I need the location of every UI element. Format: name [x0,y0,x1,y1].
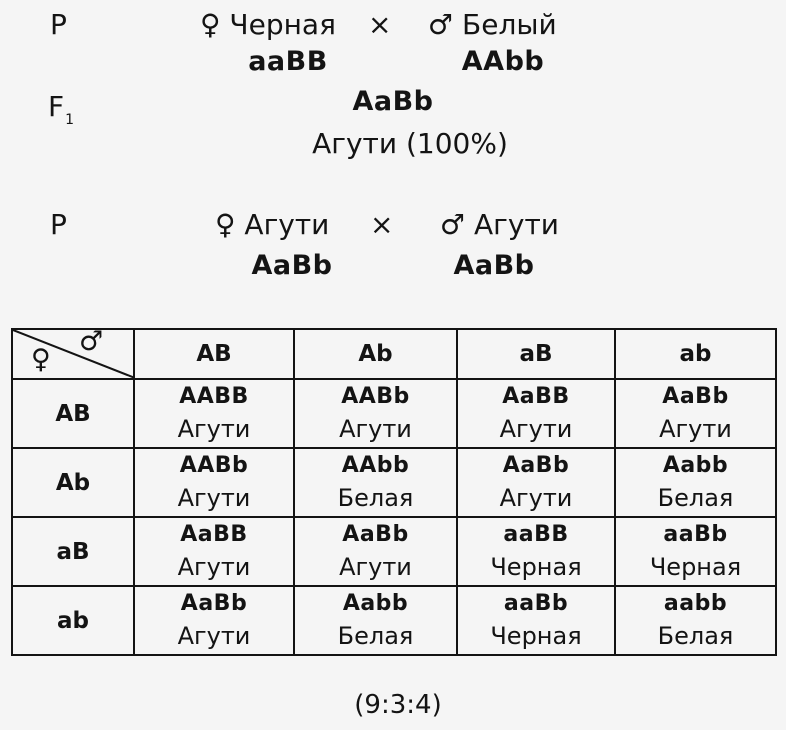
cell-genotype: AABb [179,452,249,478]
col-gamete-ab: ab [616,328,777,380]
male-genotype-1: AAbb [461,46,545,77]
cell-phenotype: Агути [339,552,412,581]
col-gamete-aB: aB [458,328,616,380]
cell-phenotype: Белая [337,621,414,650]
cell-phenotype: Агути [177,414,251,443]
corner-male-symbol: ♂ [79,326,104,357]
cell-phenotype: Агути [177,621,251,650]
punnett-header-row [11,328,777,380]
punnett-cell [295,587,458,656]
times-sign-1: × [368,8,392,41]
cell-genotype: AABb [341,383,410,409]
row-gamete-ab: ab [11,587,135,656]
cell-genotype: AaBb [662,383,729,409]
cell-phenotype: Агути [177,552,251,581]
punnett-cell [616,587,777,656]
punnett-square [11,328,777,656]
cell-genotype: Aabb [342,590,409,616]
cell-genotype: AaBB [180,521,248,547]
cell-phenotype: Агути [339,414,412,443]
times-sign-2: × [370,208,394,241]
female-genotype-2: AaBb [251,250,333,281]
punnett-row-AB [11,380,777,449]
cell-genotype: AAbb [341,452,410,478]
punnett-row-aB [11,518,777,587]
female-genotype-1: aaBB [248,46,328,77]
female-parent-1: ♀ Черная [200,8,336,41]
cell-genotype: aaBb [503,590,569,616]
f1-subscript: 1 [65,112,75,128]
male-parent-2: ♂ Агути [440,208,559,241]
punnett-cell [135,449,295,518]
punnett-cell [295,518,458,587]
punnett-row-Ab [11,449,777,518]
punnett-cell [295,449,458,518]
cell-genotype: AaBb [502,452,570,478]
male-genotype-2: AaBb [453,250,535,281]
punnett-cell [135,518,295,587]
cell-genotype: aabb [663,590,728,616]
col-gamete-AB: AB [135,328,295,380]
cell-genotype: AABB [179,383,249,409]
cell-genotype: AaBB [502,383,570,409]
row-gamete-aB: aB [11,518,135,587]
punnett-cell [458,587,616,656]
punnett-cell [616,449,777,518]
punnett-cell [135,587,295,656]
punnett-row-ab [11,587,777,656]
cell-phenotype: Агути [499,483,573,512]
cell-phenotype: Агути [499,414,573,443]
p-label-2: P [50,208,67,241]
f1-label: $F_1$ [48,90,75,128]
punnett-cell [135,380,295,449]
ratio-text: (9:3:4) [354,690,442,720]
cell-phenotype: Черная [649,552,742,581]
punnett-corner [11,328,135,380]
punnett-cell [458,518,616,587]
cell-phenotype: Черная [490,552,582,581]
cell-genotype: AaBb [342,521,409,547]
punnett-cell [616,380,777,449]
punnett-cell [458,380,616,449]
f1-genotype: AaBb [352,86,434,117]
row-gamete-Ab: Ab [11,449,135,518]
cell-phenotype: Белая [337,483,414,512]
cell-phenotype: Агути [177,483,251,512]
cell-genotype: aaBb [663,521,728,547]
cell-phenotype: Агути [659,414,732,443]
cell-phenotype: Белая [657,621,734,650]
cell-phenotype: Белая [657,483,734,512]
punnett-cell [616,518,777,587]
punnett-cell [458,449,616,518]
female-parent-2: ♀ Агути [215,208,330,241]
corner-female-symbol: ♀ [31,344,51,375]
cell-genotype: aaBB [503,521,569,547]
cell-genotype: AaBb [180,590,248,616]
punnett-cell [295,380,458,449]
p-label-1: P [50,8,67,41]
row-gamete-AB: AB [11,380,135,449]
male-parent-1: ♂ Белый [428,8,557,41]
cell-genotype: Aabb [662,452,729,478]
f1-phenotype: Агути (100%) [312,127,508,160]
col-gamete-Ab: Ab [295,328,458,380]
cell-phenotype: Черная [490,621,582,650]
